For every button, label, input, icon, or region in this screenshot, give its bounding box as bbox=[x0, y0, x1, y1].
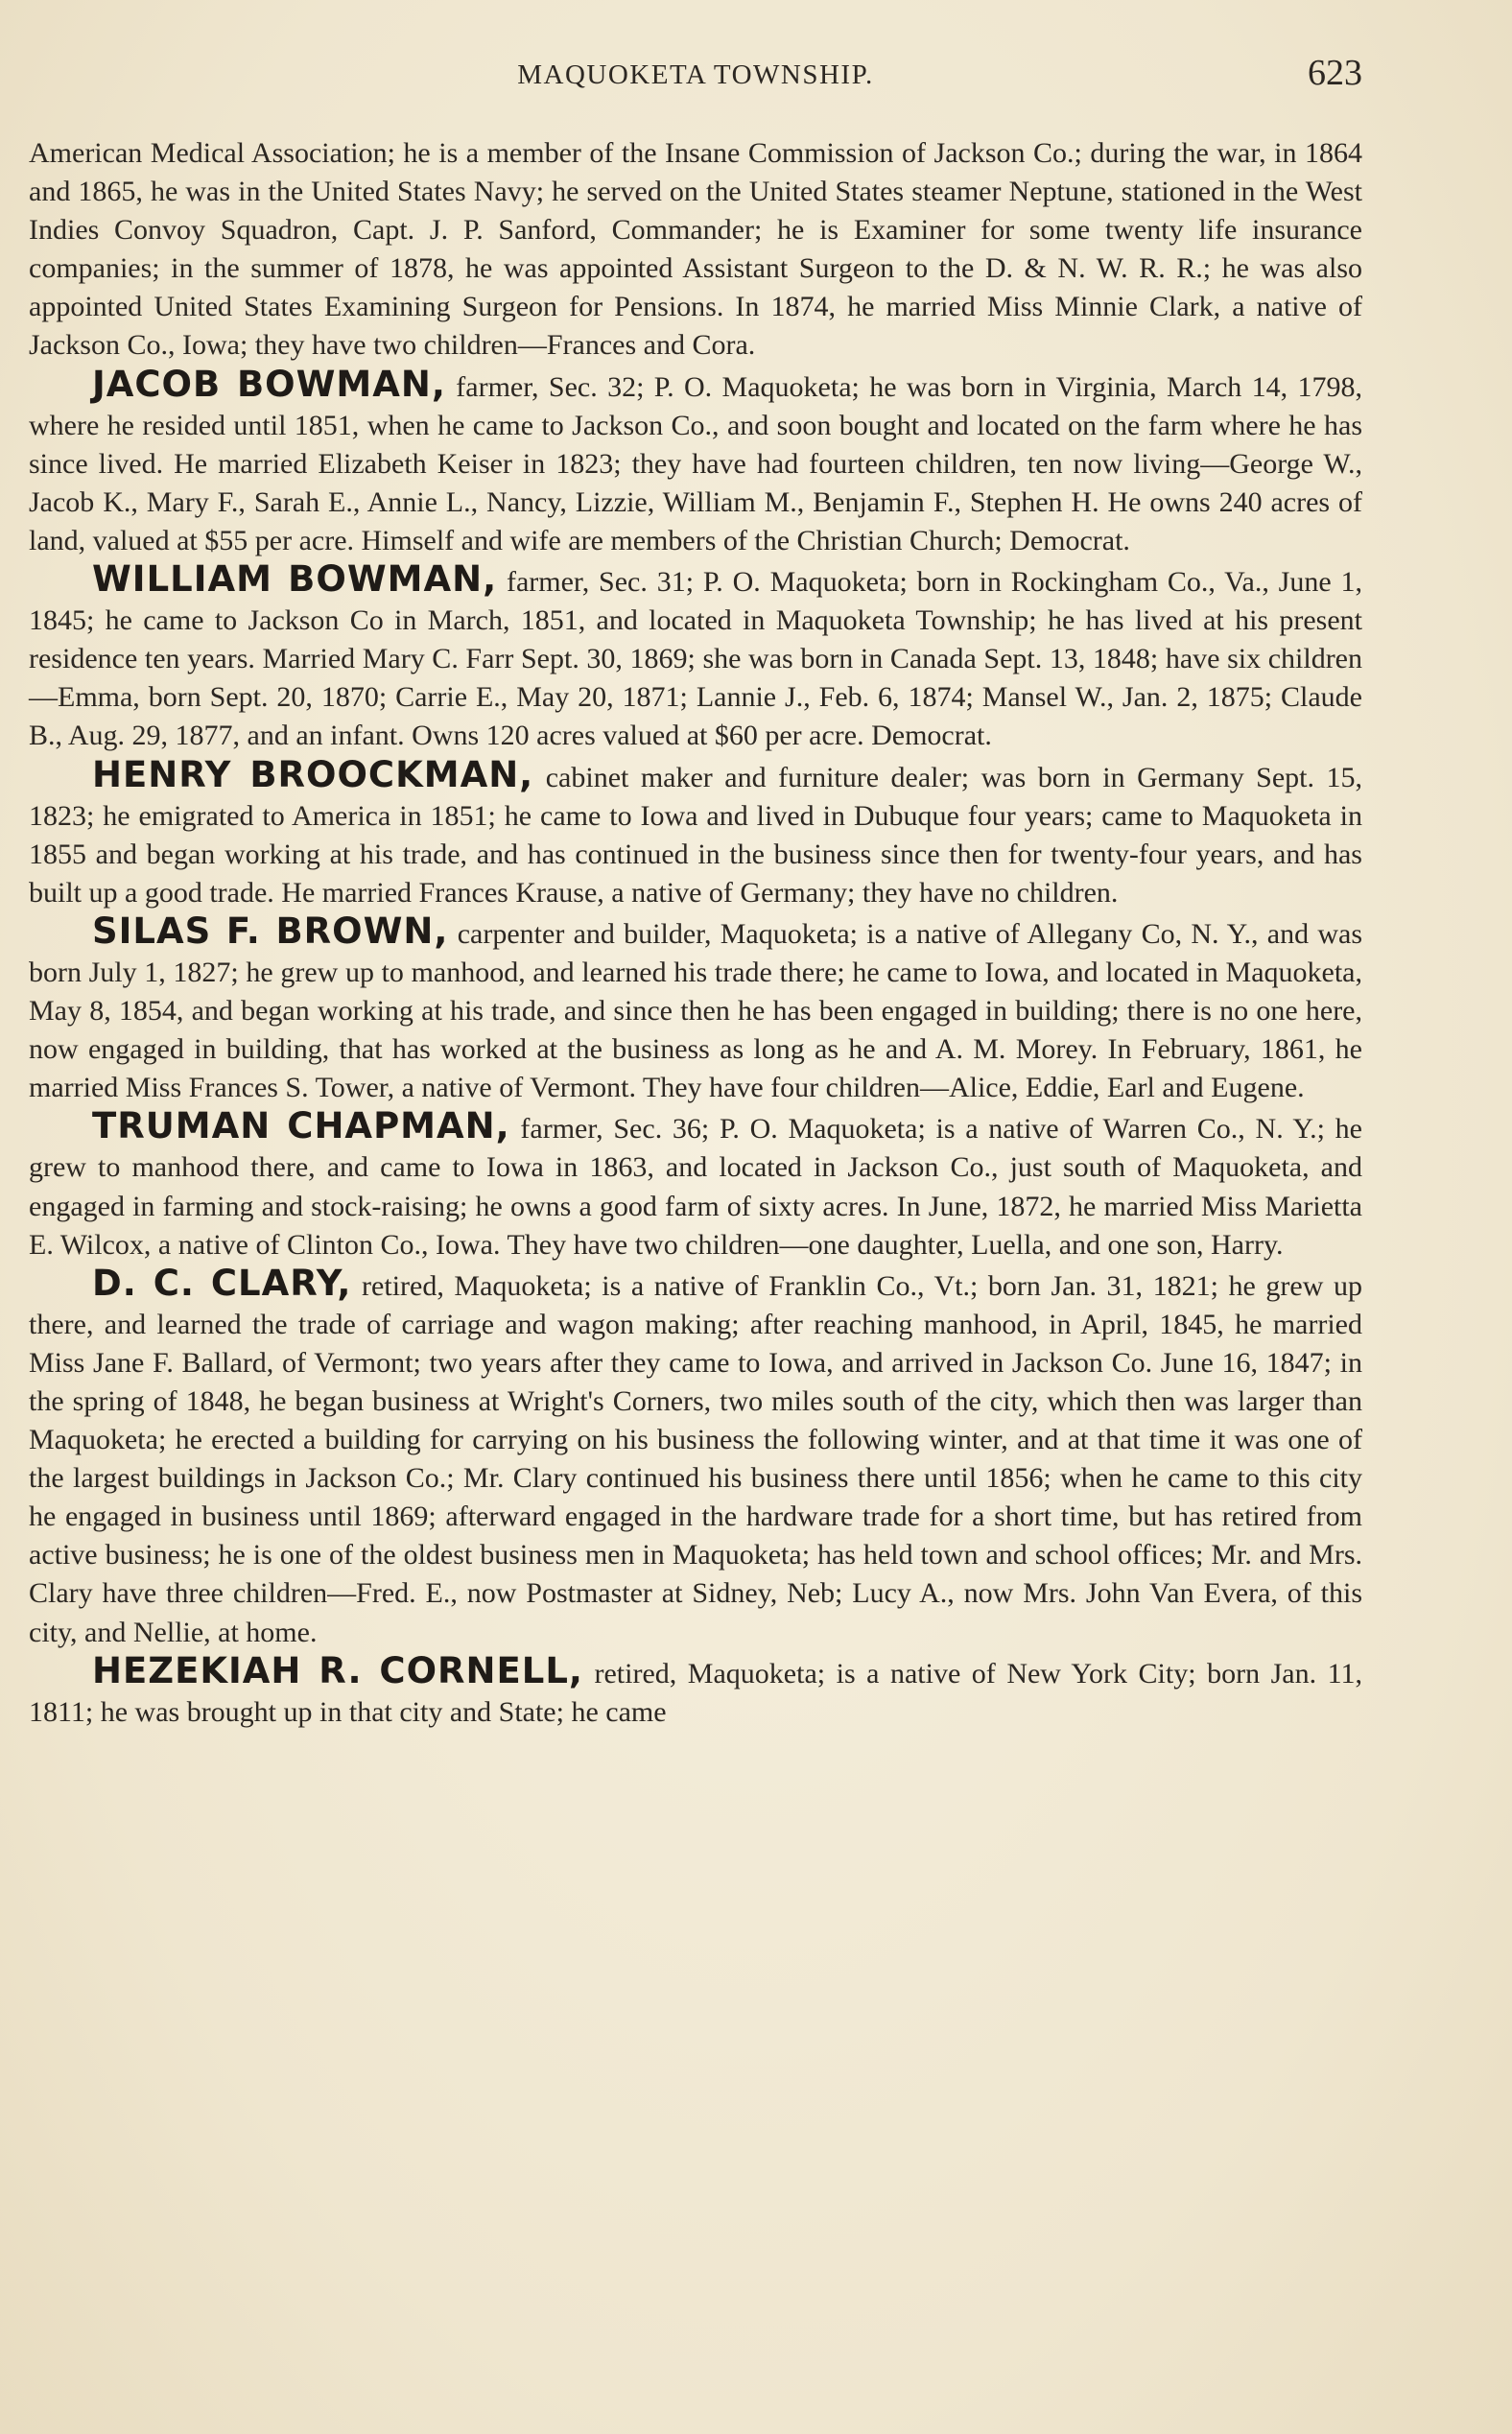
entry-name: HEZEKIAH R. CORNELL, bbox=[92, 1649, 583, 1691]
entry-name: SILAS F. BROWN, bbox=[92, 910, 449, 952]
entry-text: farmer, Sec. 36; P. O. Maquoketa; is a native of Warren Co., N. Y.; he grew to manhood there, and came to Iowa in 1863, and located in Jackson Co., just south of Maquoketa, and engaged in farming and stock-raising; he owns a good farm of sixty acres. In June, 1872, he married Miss Marietta E. Wilcox, a native of Clinton Co., Iowa. They have two children—one daughter, Luella, and one son, Harry. bbox=[29, 1113, 1362, 1261]
entry-text: carpenter and builder, Maquoketa; is a native of Allegany Co, N. Y., and was born July 1, 1827; he grew up to manhood, and learned his trade there; he came to Iowa, and located in Maquoketa, May 8, 1854, and began working at his trade, and since then he has been engaged in building; there is no one here, now engaged in building, that has worked at the business as long as he and A. M. Morey. In February, 1861, he married Miss Frances S. Tower, a native of Vermont. They have four children—Alice, Eddie, Earl and Eugene. bbox=[29, 917, 1362, 1104]
entry-jacob-bowman bbox=[29, 363, 1362, 560]
entry-hezekiah-cornell bbox=[29, 1649, 1362, 1732]
entry-text: farmer, Sec. 32; P. O. Maquoketa; he was born in Virginia, March 14, 1798, where he resided until 1851, when he came to Jackson Co., and soon bought and located on the farm where he has since lived. He married Elizabeth Keiser in 1823; they have had fourteen children, ten now living—George W., Jacob K., Mary F., Sarah E., Annie L., Nancy, Lizzie, William M., Benjamin F., Stephen H. He owns 240 acres of land, valued at $55 per acre. Himself and wife are members of the Christian Church; Democrat. bbox=[29, 370, 1362, 556]
entry-text: farmer, Sec. 31; P. O. Maquoketa; born in Rockingham Co., Va., June 1, 1845; he came to Jackson Co in March, 1851, and located in Maquoketa Township; he has lived at his present residence ten years. Married Mary C. Farr Sept. 30, 1869; she was born in Canada Sept. 13, 1848; have six children—Emma, born Sept. 20, 1870; Carrie E., May 20, 1871; Lannie J., Feb. 6, 1874; Mansel W., Jan. 2, 1875; Claude B., Aug. 29, 1877, and an infant. Owns 120 acres valued at $60 per acre. Democrat. bbox=[29, 566, 1363, 752]
page-number: 623 bbox=[1308, 53, 1362, 93]
running-head: MAQUOKETA TOWNSHIP. bbox=[517, 59, 874, 90]
entry-henry-broockman bbox=[29, 753, 1363, 912]
page-header bbox=[29, 52, 1362, 100]
body-text bbox=[29, 134, 1362, 1732]
entry-name: D. C. CLARY, bbox=[92, 1262, 352, 1304]
entry-text: retired, Maquoketa; is a native of New York City; born Jan. 11, 1811; he was brought up in that city and State; he came bbox=[29, 1657, 1362, 1728]
entry-continuation bbox=[29, 134, 1362, 366]
entry-name: WILLIAM BOWMAN, bbox=[92, 558, 498, 601]
entry-name: HENRY BROOCKMAN, bbox=[92, 753, 534, 795]
entry-dc-clary bbox=[29, 1264, 1362, 1652]
entry-name: TRUMAN CHAPMAN, bbox=[92, 1105, 510, 1147]
entry-text: American Medical Association; he is a member of the Insane Commission of Jackson Co.; during the war, in 1864 and 1865, he was in the United States Navy; he served on the United States steamer Neptune, stationed in the West Indies Convoy Squadron, Capt. J. P. Sanford, Commander; he is Examiner for some twenty life insurance companies; in the summer of 1878, he was appointed Assistant Surgeon to the D. & N. W. R. R.; he was also appointed United States Examining Surgeon for Pensions. In 1874, he married Miss Minnie Clark, a native of Jackson Co., Iowa; they have two children—Frances and Cora. bbox=[29, 137, 1362, 362]
entry-silas-brown bbox=[29, 912, 1362, 1107]
entry-text: cabinet maker and furniture dealer; was born in Germany Sept. 15, 1823; he emigrated to America in 1851; he came to Iowa and lived in Dubuque four years; came to Maquoketa in 1855 and began working at his trade, and has continued in the business since then for twenty-four years, and has built up a good trade. He married Frances Krause, a native of Germany; they have no children. bbox=[29, 761, 1363, 909]
entry-text: retired, Maquoketa; is a native of Franklin Co., Vt.; born Jan. 31, 1821; he grew up there, and learned the trade of carriage and wagon making; after reaching manhood, in April, 1845, he married Miss Jane F. Ballard, of Vermont; two years after they came to Iowa, and arrived in Jackson Co. June 16, 1847; in the spring of 1848, he began business at Wright's Corners, two miles south of the city, which then was larger than Maquoketa; he erected a building for carrying on his business the following winter, and at that time it was one of the largest buildings in Jackson Co.; Mr. Clary continued his business there until 1856; when he came to this city he engaged in business until 1869; afterward engaged in the hardware trade for a short time, but has retired from active business; he is one of the oldest business men in Maquoketa; has held town and school offices; Mr. and Mrs. Clary have three children—Fred. E., now Postmaster at Sidney, Neb; Lucy A., now Mrs. John Van Evera, of this city, and Nellie, at home. bbox=[29, 1269, 1362, 1648]
entry-truman-chapman bbox=[29, 1107, 1362, 1264]
entry-william-bowman bbox=[29, 560, 1362, 755]
entry-name: JACOB BOWMAN, bbox=[92, 363, 446, 405]
